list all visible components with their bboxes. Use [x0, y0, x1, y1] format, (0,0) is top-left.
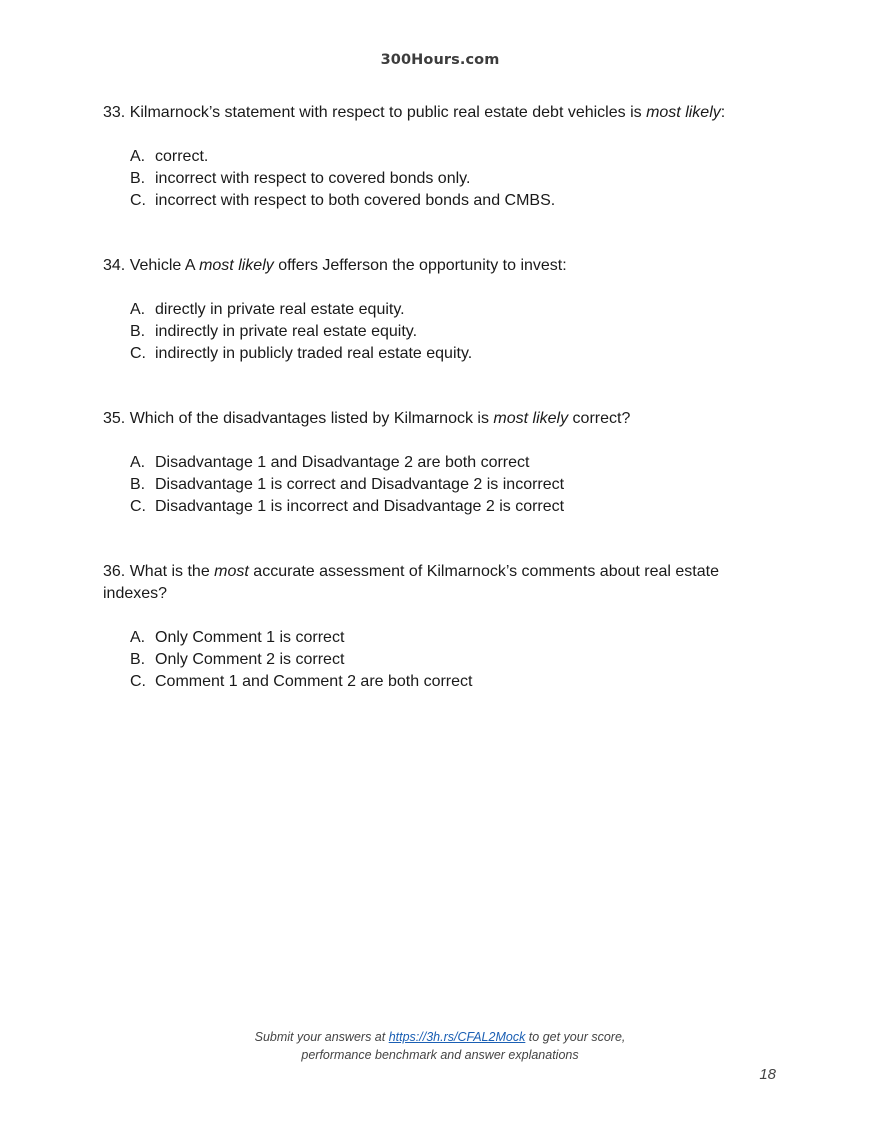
option-text: Disadvantage 1 is correct and Disadvantage 2 is incorrect — [155, 476, 565, 493]
question-33 — [103, 102, 743, 212]
option-text: Disadvantage 1 is incorrect and Disadvantage 2 is correct — [155, 498, 565, 515]
page-number: 18 — [759, 1066, 776, 1083]
option-text: indirectly in private real estate equity. — [155, 323, 418, 340]
question-36 — [103, 561, 743, 693]
question-34 — [103, 255, 743, 365]
stem-text: 33. Kilmarnock’s statement with respect to public real estate debt vehicles is — [103, 104, 647, 121]
answer-options — [103, 299, 743, 365]
option-text: Only Comment 1 is correct — [155, 629, 345, 646]
option-letter: A. — [130, 301, 146, 318]
stem-emphasis: most likely — [646, 104, 721, 121]
option-letter: B. — [130, 323, 146, 340]
option-b — [103, 649, 743, 671]
stem-text: 36. What is the — [103, 563, 215, 580]
option-text: indirectly in publicly traded real estate equity. — [155, 345, 473, 362]
footer-text-end: to get your score, — [525, 1030, 626, 1044]
option-b — [103, 321, 743, 343]
option-letter: B. — [130, 651, 146, 668]
option-letter: C. — [130, 673, 146, 690]
option-letter: B. — [130, 170, 146, 187]
stem-text-end: : — [720, 104, 726, 121]
footer-line-2: performance benchmark and answer explanations — [301, 1048, 579, 1062]
stem-text: 35. Which of the disadvantages listed by Kilmarnock is — [103, 410, 494, 427]
page-footer — [0, 1028, 880, 1064]
answer-options — [103, 452, 743, 518]
stem-text-end: correct? — [568, 410, 631, 427]
option-a — [103, 627, 743, 649]
stem-text: 34. Vehicle A — [103, 257, 200, 274]
answer-options — [103, 627, 743, 693]
option-c — [103, 496, 743, 518]
option-a — [103, 299, 743, 321]
option-a — [103, 146, 743, 168]
option-letter: C. — [130, 192, 146, 209]
option-c — [103, 671, 743, 693]
answer-options — [103, 146, 743, 212]
footer-line-1 — [0, 1028, 880, 1046]
option-letter: C. — [130, 345, 146, 362]
page-header-site: 300Hours.com — [380, 52, 500, 68]
option-text: Disadvantage 1 and Disadvantage 2 are both correct — [155, 454, 530, 471]
option-text: directly in private real estate equity. — [155, 301, 405, 318]
option-a — [103, 452, 743, 474]
option-text: incorrect with respect to covered bonds only. — [155, 170, 471, 187]
option-letter: B. — [130, 476, 146, 493]
stem-text-end: offers Jefferson the opportunity to invest: — [273, 257, 567, 274]
stem-text-end: accurate assessment of Kilmarnock’s comments about real estate indexes? — [103, 563, 719, 602]
option-text: Only Comment 2 is correct — [155, 651, 345, 668]
stem-emphasis: most — [214, 563, 249, 580]
question-35 — [103, 408, 743, 518]
option-c — [103, 343, 743, 365]
option-letter: C. — [130, 498, 146, 515]
option-text: Comment 1 and Comment 2 are both correct — [155, 673, 473, 690]
option-letter: A. — [130, 629, 146, 646]
option-letter: A. — [130, 148, 146, 165]
question-stem — [103, 408, 743, 430]
option-letter: A. — [130, 454, 146, 471]
mock-exam-link[interactable]: https://3h.rs/CFAL2Mock — [388, 1030, 526, 1044]
option-text: correct. — [155, 148, 209, 165]
question-stem — [103, 102, 743, 124]
option-c — [103, 190, 743, 212]
question-stem — [103, 561, 743, 605]
option-text: incorrect with respect to both covered bonds and CMBS. — [155, 192, 556, 209]
stem-emphasis: most likely — [493, 410, 569, 427]
option-b — [103, 474, 743, 496]
question-stem — [103, 255, 743, 277]
option-b — [103, 168, 743, 190]
stem-emphasis: most likely — [199, 257, 274, 274]
footer-text: Submit your answers at — [254, 1030, 389, 1044]
